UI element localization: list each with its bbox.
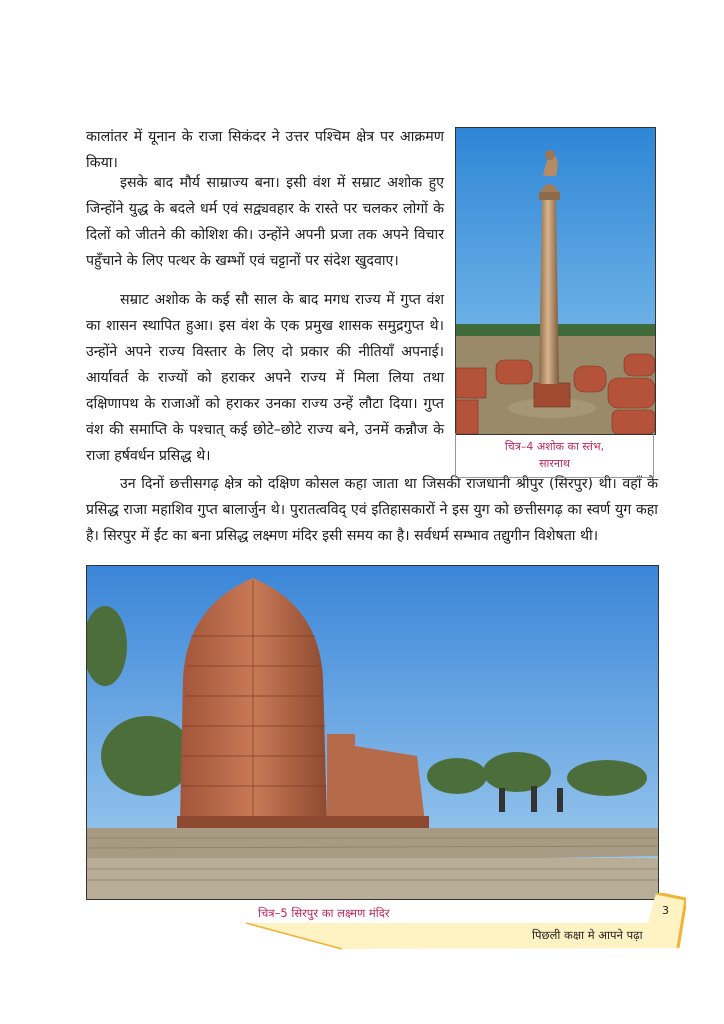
laxman-temple-illustration <box>87 566 658 899</box>
pillar-caption-line1: चित्र–4 अशोक का स्तंभ, <box>504 440 605 453</box>
paragraph-2: इसके बाद मौर्य साम्राज्य बना। इसी वंश में सम्राट अशोक हुए जिन्होंने युद्ध के बदले धर्म एवं सद्व्यवहार के रास्ते पर चलकर लोगों के दिलों को जीतने की कोशिश की। उन्होंने अपनी प्रजा तक अपने विचार पहुँचाने के लिए पत्थर के खम्भों एवं चट्टानों पर संदेश खुदवाए। <box>86 175 444 269</box>
previous-class-tab-text: पिछली कक्षा मे आपने पढ़ा <box>532 928 643 942</box>
pillar-caption-box <box>455 433 654 478</box>
laxman-temple-photo <box>86 565 659 900</box>
pillar-caption-line2: सारनाथ <box>539 457 570 470</box>
paragraph-1: कालांतर में यूनान के राजा सिकंदर ने उत्तर पश्चिम क्षेत्र पर आक्रमण किया। <box>86 129 444 171</box>
temple-caption: चित्र–5 सिरपुर का लक्ष्मण मंदिर <box>258 906 390 920</box>
page-number: 3 <box>662 904 669 917</box>
paragraph-3: सम्राट अशोक के कई सौ साल के बाद मगध राज्य में गुप्त वंश का शासन स्थापित हुआ। इस वंश के एक प्रमुख शासक समुद्रगुप्त थे। उन्होंने अपने राज्य विस्तार के लिए दो प्रकार की नीतियाँ अपनाई। आर्यावर्त के राज्यों को हराकर अपने राज्य में मिला लिया तथा दक्षिणापथ के राजाओं को हराकर उनका राज्य उन्हें लौटा दिया। गुप्त वंश की समाप्ति के पश्चात् कई छोटे–छोटे राज्य बने, उनमें कन्नौज के राजा हर्षवर्धन प्रसिद्ध थे। <box>86 292 444 464</box>
ashoka-pillar-photo <box>455 127 656 435</box>
ashoka-pillar-illustration <box>456 128 655 434</box>
paragraph-4: उन दिनों छत्तीसगढ़ क्षेत्र को दक्षिण कोसल कहा जाता था जिसकी राजधानी श्रीपुर (सिरपुर) थी। वहाँ के प्रसिद्ध राजा महाशिव गुप्त बालार्जुन थे। पुरातत्वविद् एवं इतिहासकारों ने इस युग को छत्तीसगढ़ का स्वर्ण युग कहा है। सिरपुर में ईंट का बना प्रसिद्ध लक्ष्मण मंदिर इसी समय का है। सर्वधर्म सम्भाव तद्युगीन विशेषता थी। <box>86 476 658 544</box>
